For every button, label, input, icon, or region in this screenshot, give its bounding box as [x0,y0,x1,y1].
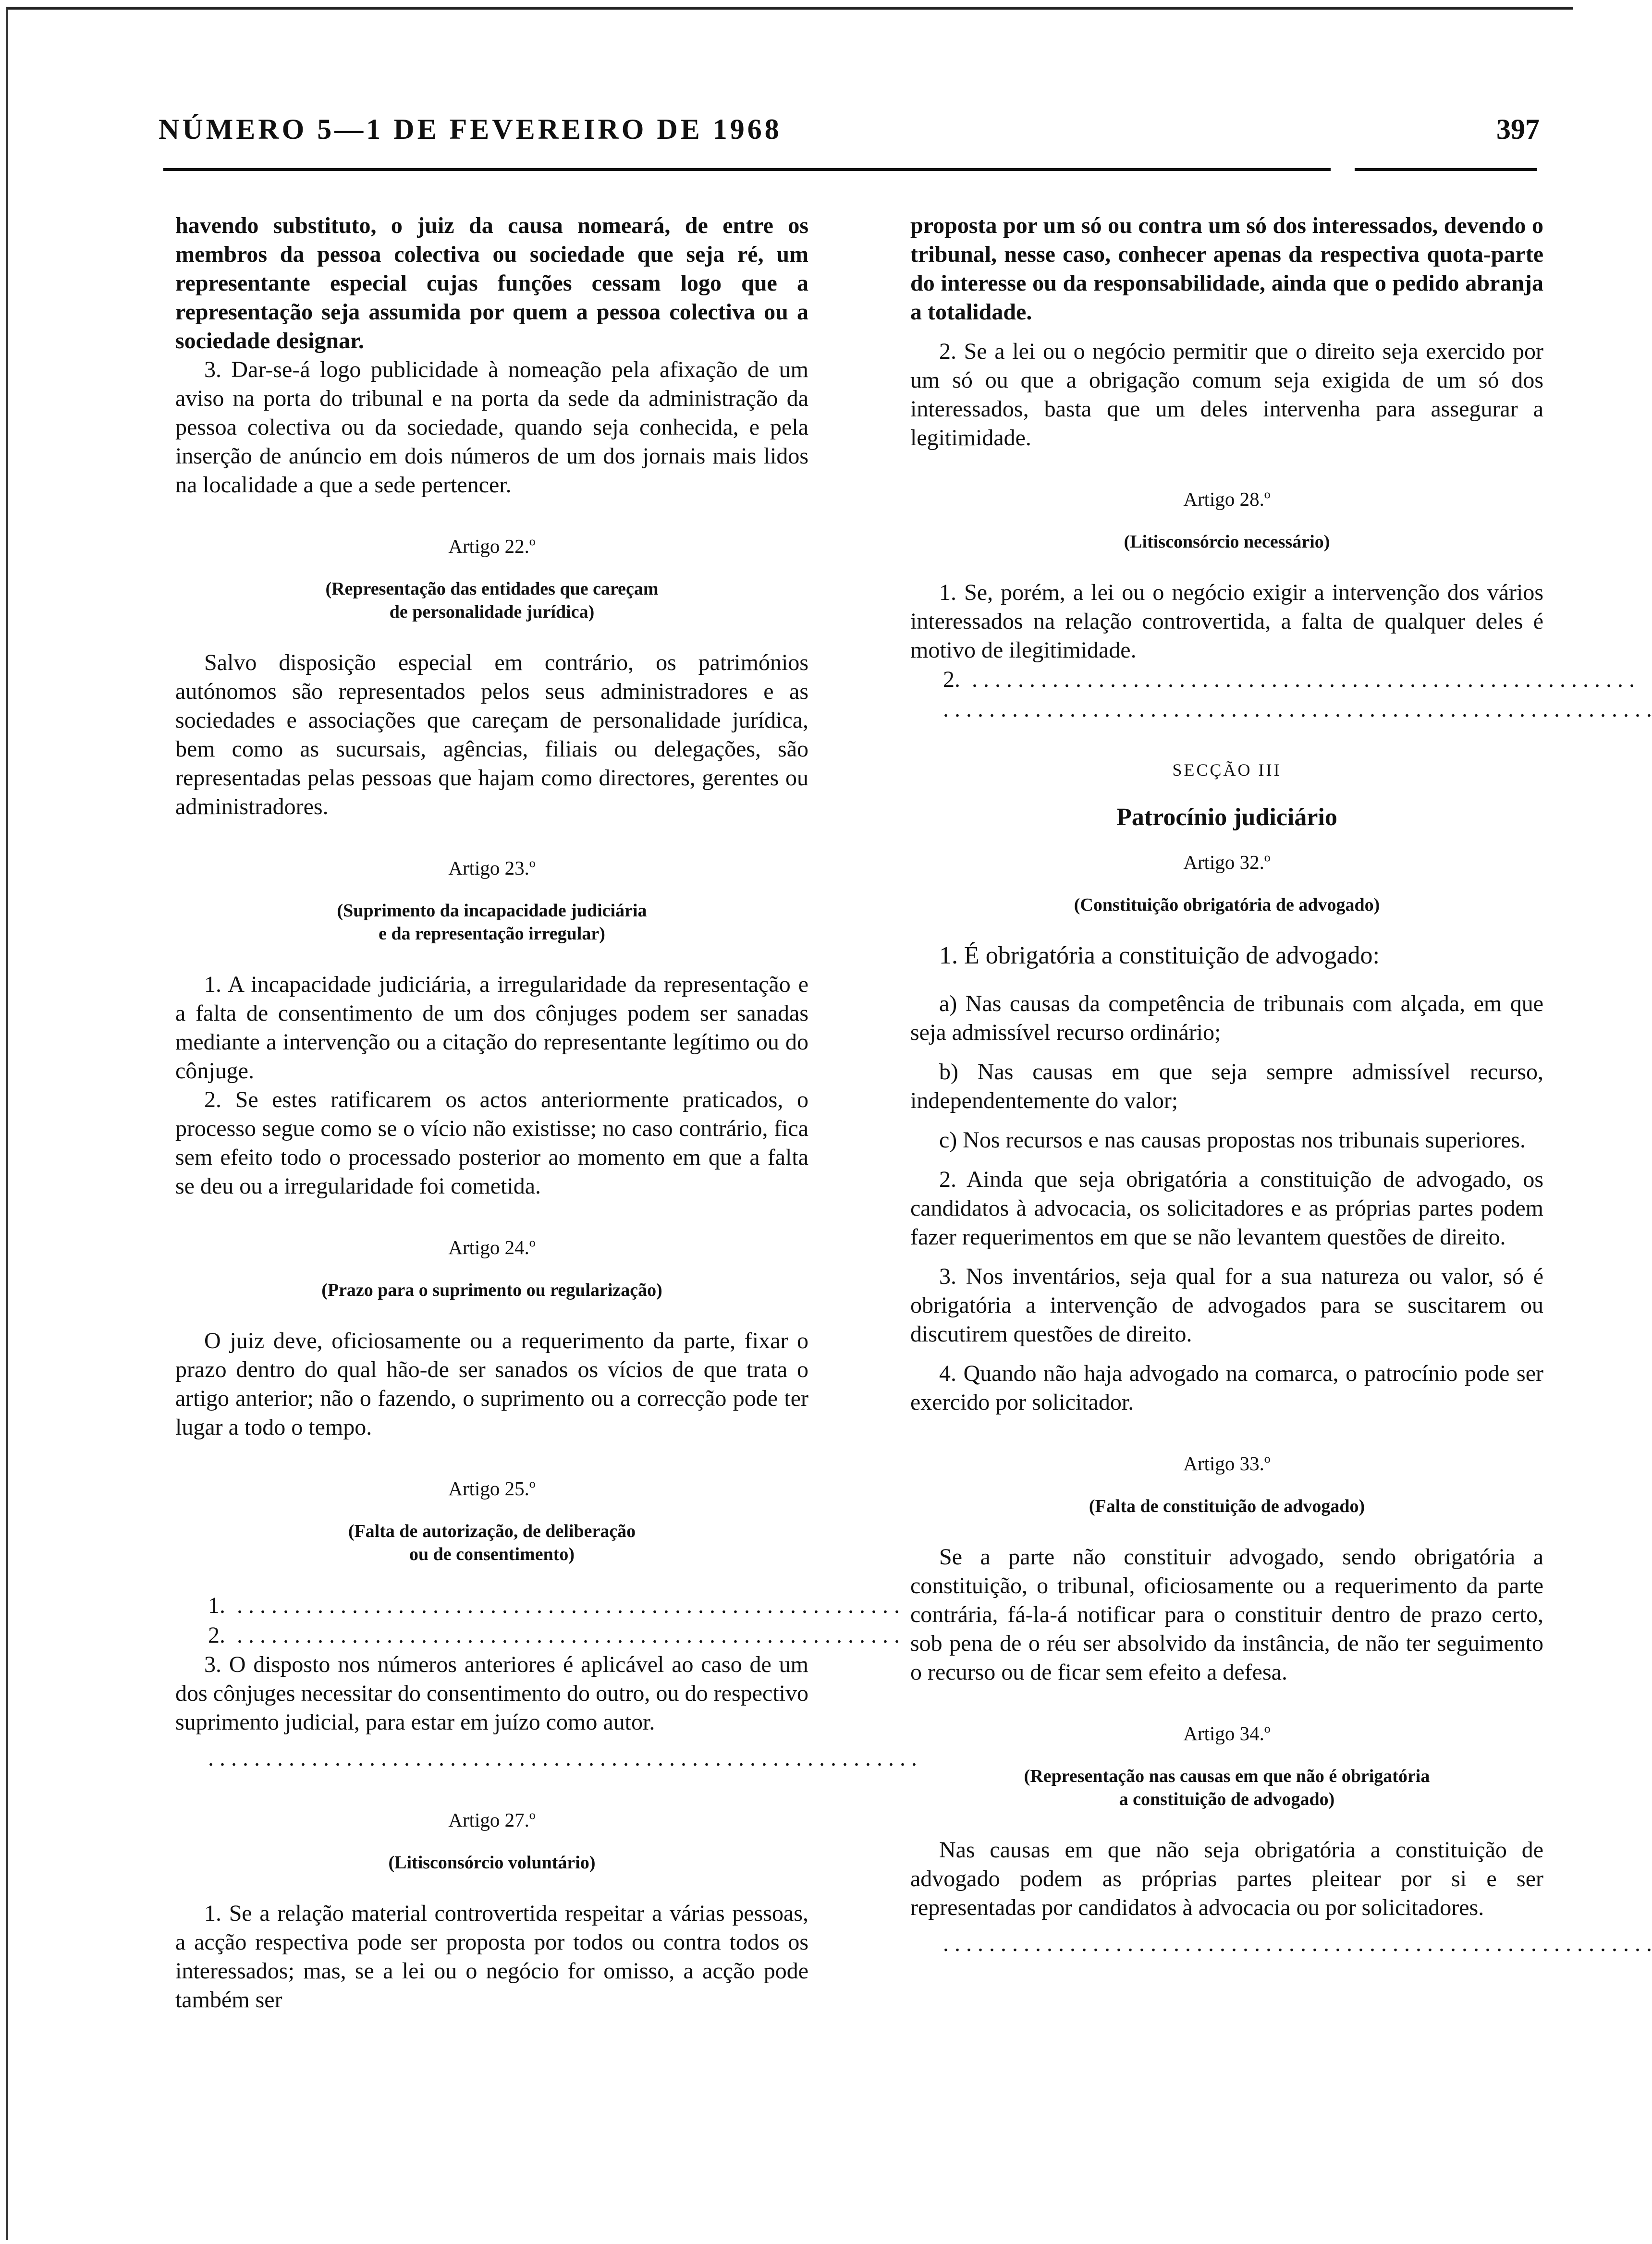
omitted-number: 1. . . . . . . . . . . . . . . . . . . . . . . . . . . . . . . . . . . . . . . . . . . . . . . . . . . . . . . . . . . [175,1591,808,1621]
omitted-number: 2. . . . . . . . . . . . . . . . . . . . . . . . . . . . . . . . . . . . . . . . . . . . . . . . . . . . . . . . . . . [175,1621,808,1650]
paragraph: 2. Se estes ratificarem os actos anteriormente praticados, o processo segue como se o vício não existisse; no caso contrário, fica sem efeito todo o processado posterior ao momento em que a falta se deu ou a irregularidade foi cometida. [175,1087,808,1199]
page-number: 397 [1496,113,1540,145]
paragraph: Se a parte não constituir advogado, sendo obrigatória a constituição, o tribunal, oficiosamente ou a requerimento da parte contrária, fá-la-á notificar para o constituir dentro de prazo certo, sob pena de o réu ser absolvido da instância, de não ter seguimento o recurso ou de ficar sem efeito a defesa. [910,1544,1543,1685]
article-heading: Artigo 32.º [1183,851,1271,873]
paragraph: havendo substituto, o juiz da causa nomeará, de entre os membros da pessoa colectiva ou sociedade que seja ré, um representante especial cujas funções cessam logo que a representação seja assumida por quem a pessoa colectiva ou a sociedade designar. [175,213,808,354]
running-head [159,113,1540,151]
omission-dots: . . . . . . . . . . . . . . . . . . . . . . . . . . . . . . . . . . . . . . . . . . . . . . . . . . . . . . . . . . . . . . [943,1931,1652,1956]
paragraph: 1. Se a relação material controvertida respeitar a várias pessoas, a acção respectiva pode ser proposta por todos ou contra todos os interessados; mas, se a lei ou o negócio for omisso, a acção pode também ser [175,1901,808,2012]
paragraph: 1. Se, porém, a lei ou o negócio exigir a intervenção dos vários interessados na relação controvertida, a falta de qualquer deles é motivo de ilegitimidade. [910,580,1543,663]
rubric-line: e da representação irregular) [379,924,605,944]
paragraph: 4. Quando não haja advogado na comarca, o patrocínio pode ser exercido por solicitador. [910,1361,1543,1415]
issue-title: NÚMERO 5—1 DE FEVEREIRO DE 1968 [159,113,782,145]
article-heading: Artigo 28.º [1183,488,1271,510]
article-rubric: (Litisconsórcio necessário) [1124,532,1330,552]
article-rubric [175,899,808,945]
omitted-number: 2. . . . . . . . . . . . . . . . . . . . . . . . . . . . . . . . . . . . . . . . . . . . . . . . . . . . . . . . . . . [910,665,1543,695]
rubric-line: (Representação das entidades que careçam [325,579,659,599]
paragraph: O juiz deve, oficiosamente ou a requerimento da parte, fixar o prazo dentro do qual hão-de ser sanados os vícios de que trata o artigo anterior; não o fazendo, o suprimento ou a correcção pode ter lugar a todo o tempo. [175,1328,808,1440]
rubric-line: ou de consentimento) [409,1544,575,1564]
item-number: 2. [208,1622,225,1648]
paragraph: Nas causas em que não seja obrigatória a constituição de advogado podem as próprias partes pleitear por si e ser representadas por candidatos à advocacia ou por solicitadores. [910,1837,1543,1920]
rubric-line: de personalidade jurídica) [389,602,595,622]
item-number: 1. [208,1593,225,1618]
paragraph: 1. É obrigatória a constituição de advogado: [939,942,1380,969]
header-rule-right [1355,168,1537,171]
paragraph: Salvo disposição especial em contrário, os patrimónios autónomos são representados pelos seus administradores e as sociedades e associações que careçam de personalidade jurídica, bem como as sucursais, agências, filiais ou delegações, são representadas pelas pessoas que hajam como directores, gerentes ou administradores. [175,650,808,819]
item-number: 2. [943,667,960,692]
paragraph: c) Nos recursos e nas causas propostas nos tribunais superiores. [939,1127,1526,1153]
rubric-line: (Falta de autorização, de deliberação [348,1521,636,1541]
paragraph: 2. Se a lei ou o negócio permitir que o direito seja exercido por um só ou que a obrigação comum seja exigida de um só dos interessados, basta que um deles intervenha para assegurar a legitimidade. [910,339,1543,451]
article-rubric: (Prazo para o suprimento ou regularização) [321,1280,662,1300]
article-heading: Artigo 24.º [448,1236,536,1258]
omission-dots: . . . . . . . . . . . . . . . . . . . . . . . . . . . . . . . . . . . . . . . . . . . . . . . . . . . . . . . . . . . . . . [943,696,1652,722]
section-label: SECÇÃO III [1172,760,1282,780]
left-column [175,211,917,2014]
right-column [910,211,1652,1959]
article-rubric: (Falta de constituição de advogado) [1089,1496,1365,1516]
header-rule-left [163,168,1331,171]
article-rubric [910,1765,1543,1811]
rubric-line: a constituição de advogado) [1119,1789,1335,1809]
paragraph: 1. A incapacidade judiciária, a irregularidade da representação e a falta de consentimento de um dos cônjuges podem ser sanadas mediante a intervenção ou a citação do representante legítimo ou do cônjuge. [175,972,808,1084]
article-rubric [175,577,808,623]
article-heading: Artigo 27.º [448,1809,536,1831]
paragraph: 2. Ainda que seja obrigatória a constituição de advogado, os candidatos à advocacia, os solicitadores e as próprias partes podem fazer requerimentos em que se não levantem questões de direito. [910,1167,1543,1250]
paragraph: a) Nas causas da competência de tribunais com alçada, em que seja admissível recurso ordinário; [910,991,1543,1045]
rubric-line: (Representação nas causas em que não é obrigatória [1024,1766,1430,1786]
paragraph: 3. O disposto nos números anteriores é aplicável ao caso de um dos cônjuges necessitar do consentimento do outro, ou do respectivo suprimento judicial, para estar em juízo como autor. [175,1652,808,1735]
paragraph: 3. Nos inventários, seja qual for a sua natureza ou valor, só é obrigatória a intervenção de advogados para se suscitarem ou discutirem questões de direito. [910,1264,1543,1347]
paragraph: 3. Dar-se-á logo publicidade à nomeação pela afixação de um aviso na porta do tribunal e na porta da sede da administração da pessoa colectiva ou da sociedade, quando seja conhecida, e pela inserção de anúncio em dois números de um dos jornais mais lidos na localidade a que a sede pertencer. [175,357,808,498]
paragraph: proposta por um só ou contra um só dos interessados, devendo o tribunal, nesse caso, conhecer apenas da respectiva quota-parte do interesse ou da responsabilidade, ainda que o pedido abranja a totalidade. [910,213,1543,325]
article-heading: Artigo 33.º [1183,1452,1271,1475]
omission-dots: . . . . . . . . . . . . . . . . . . . . . . . . . . . . . . . . . . . . . . . . . . . . . . . . . . . . . . . . . . . . . . [208,1745,917,1771]
section-title: Patrocínio judiciário [1116,804,1337,831]
article-rubric [175,1520,808,1566]
article-rubric: (Constituição obrigatória de advogado) [1074,895,1380,915]
article-heading: Artigo 25.º [448,1477,536,1500]
article-rubric: (Litisconsórcio voluntário) [388,1853,596,1873]
article-heading: Artigo 23.º [448,857,536,879]
article-heading: Artigo 22.º [448,535,536,557]
paragraph: b) Nas causas em que seja sempre admissível recurso, independentemente do valor; [910,1059,1543,1113]
rubric-line: (Suprimento da incapacidade judiciária [337,901,647,921]
article-heading: Artigo 34.º [1183,1722,1271,1744]
